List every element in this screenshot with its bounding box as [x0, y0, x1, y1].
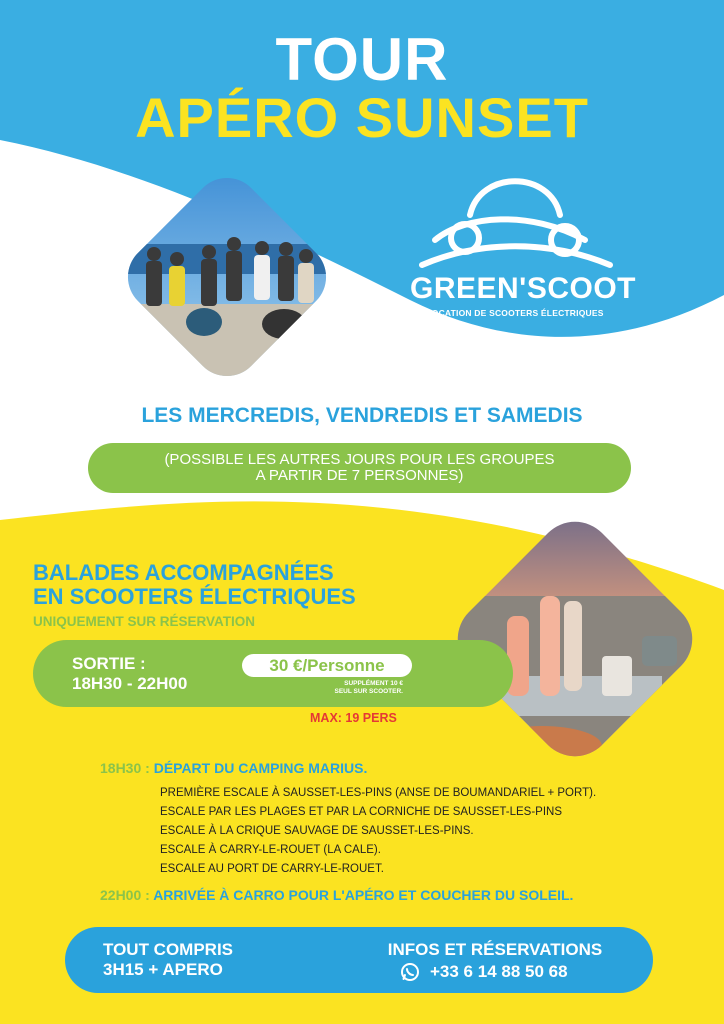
sortie-label: SORTIE :	[72, 654, 146, 673]
included-info	[103, 940, 233, 980]
departure-event: DÉPART DU CAMPING MARIUS.	[153, 760, 368, 776]
itinerary-step: ESCALE PAR LES PLAGES ET PAR LA CORNICHE DE SAUSSET-LES-PINS	[160, 806, 562, 818]
included-line-2: 3H15 + APERO	[103, 960, 223, 979]
title-line-2: APÉRO SUNSET	[135, 86, 589, 149]
sortie-info	[72, 654, 187, 694]
greenscoot-logo	[410, 160, 636, 330]
apero-photo	[442, 506, 708, 772]
offer-heading-line-2: EN SCOOTERS ÉLECTRIQUES	[33, 584, 356, 609]
groups-note-line-1: (POSSIBLE LES AUTRES JOURS POUR LES GROUPES	[164, 451, 555, 468]
arrival-event: ARRIVÉE À CARRO POUR L'APÉRO ET COUCHER DU SOLEIL.	[153, 887, 574, 903]
groups-note	[88, 443, 631, 493]
group-photo	[114, 164, 340, 390]
title-line-1: TOUR	[275, 26, 449, 93]
price-badge: 30 €/Personne	[242, 654, 412, 677]
departure-time: 18H30 :	[100, 760, 150, 776]
included-line-1: TOUT COMPRIS	[103, 940, 234, 959]
itinerary-step: ESCALE À CARRY-LE-ROUET (LA CALE).	[160, 844, 381, 856]
infos-heading: INFOS ET RÉSERVATIONS	[387, 940, 603, 959]
itinerary-step: ESCALE AU PORT DE CARRY-LE-ROUET.	[160, 863, 384, 875]
reservation-note: UNIQUEMENT SUR RÉSERVATION	[33, 614, 256, 629]
departure-line	[100, 760, 367, 776]
supplement-note	[260, 680, 403, 696]
phone-contact[interactable]	[400, 962, 568, 982]
arrival-line	[100, 887, 573, 903]
schedule-days: LES MERCREDIS, VENDREDIS ET SAMEDIS	[141, 404, 583, 427]
itinerary-step: ESCALE À LA CRIQUE SAUVAGE DE SAUSSET-LES-PINS.	[160, 825, 474, 837]
itinerary-step: PREMIÈRE ESCALE À SAUSSET-LES-PINS (ANSE DE BOUMANDARIEL + PORT).	[160, 787, 597, 799]
sortie-hours: 18H30 - 22H00	[72, 674, 188, 693]
whatsapp-icon	[400, 962, 420, 982]
groups-note-line-2: A PARTIR DE 7 PERSONNES)	[255, 467, 464, 484]
supplement-line-1: SUPPLÉMENT 10 €	[344, 680, 403, 687]
max-capacity: MAX: 19 PERS	[310, 711, 397, 725]
offer-heading-line-1: BALADES ACCOMPAGNÉES	[33, 560, 334, 585]
logo-tagline: LOCATION DE SCOOTERS ÉLECTRIQUES	[426, 308, 604, 318]
logo-name: GREEN'SCOOT	[410, 272, 636, 305]
offer-heading	[33, 561, 356, 609]
supplement-line-2: SEUL SUR SCOOTER.	[334, 688, 403, 695]
scooter-rider-icon	[410, 160, 620, 270]
itinerary-steps	[160, 784, 596, 879]
arrival-time: 22H00 :	[100, 887, 150, 903]
phone-number[interactable]: +33 6 14 88 50 68	[430, 962, 568, 981]
